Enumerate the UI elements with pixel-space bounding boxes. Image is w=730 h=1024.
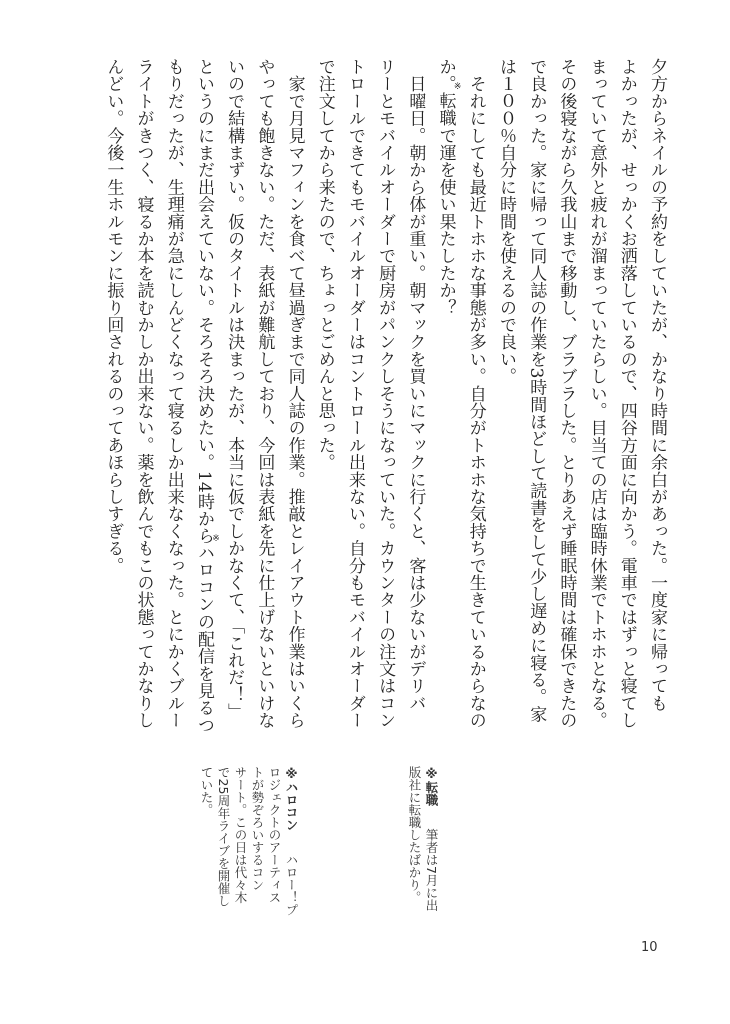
footnote-line: トが勢ぞろいするコン: [250, 766, 265, 891]
text-column: まっていて意外と疲れが溜まっていたらしい。目当ての店は臨時休業でトホホとなる。: [586, 58, 607, 729]
footnote-harokon: [198, 766, 300, 916]
text-column: んどい。今後一生ホルモンに振り回されるのってあほらしすぎる。: [103, 58, 124, 574]
text-segment: の配信を見るつ: [193, 613, 214, 734]
annotated-term-text: ハロコン: [193, 544, 214, 614]
text-column: [189, 58, 219, 748]
text-column: で注文してから来たので、ちょっとごめんと思った。: [314, 58, 335, 471]
text-column: もりだったが、生理痛が急にしんどくなって寝るしか出来なくなった。とにかくブルー: [163, 58, 184, 729]
footnote-line: 版社に転職したばかり。: [407, 766, 422, 904]
text-column: トロールできてもモバイルオーダーはコントロール出来ない。自分もモバイルオーダー: [344, 58, 365, 729]
page-number: 10: [641, 940, 658, 955]
text-column: ライトがきつく、寝るか本を読むかしか出来ない。薬を飲んでもこの状態ってかなりし: [133, 58, 154, 729]
annotated-term: [435, 82, 462, 127]
footnote-line: 筆者は7月に出: [424, 828, 439, 912]
text-segment: というのにまだ出会えていない。そろそろ決めたい。14時から: [193, 58, 214, 545]
footnote-tenshoku: [406, 766, 440, 911]
text-column: よかったが、せっかくお洒落しているので、四谷方面に向かう。電車ではずっと寝てし: [616, 58, 637, 729]
text-column: リーとモバイルオーダーで厨房がパンクしそうになっていた。カウンターの注文はコン: [375, 58, 396, 729]
text-column: [430, 58, 460, 748]
text-column: その後寝ながら久我山まで移動し、ブラブラした。とりあえず睡眠時間は確保できたの: [556, 58, 577, 729]
text-column: で良かった。家に帰って同人誌の作業を3時間ほどして読書をして少し遅めに寝る。家: [526, 58, 547, 723]
footnote-term: ※ハロコン: [284, 766, 299, 831]
body-text: [98, 58, 672, 748]
annotated-term-text: 転職: [435, 92, 456, 127]
footnote-line: ていた。: [199, 766, 214, 816]
text-column: いので結構まずい。仮のタイトルは決まったが、本当に仮でしかなくて、「これだ！」: [224, 58, 245, 721]
text-column: やっても飽きない。ただ、表紙が難航しており、今回は表紙を先に仕上げないといけな: [254, 58, 275, 729]
text-column: 夕方からネイルの予約をしていたが、かなり時間に余白があった。一度家に帰っても: [647, 58, 667, 712]
footnote-mark-icon: ※: [453, 82, 462, 93]
text-segment: か。: [435, 58, 456, 93]
footnote-term: ※転職: [424, 766, 439, 806]
text-column: 家で月見マフィンを食べて昼過ぎまで同人誌の作業。推敲とレイアウト作業はいくら: [284, 58, 305, 729]
text-column: は１００％自分に時間を使えるので良い。: [495, 58, 516, 385]
footnote-mark-icon: ※: [212, 534, 220, 545]
footnote-line: ハロー！プ: [284, 853, 299, 916]
footnote-line: サート。この日は代々木: [233, 766, 248, 904]
text-segment: で運を使い果たしたか？: [435, 126, 456, 317]
annotated-term: [193, 534, 220, 614]
footnote-line: ロジェクトのアーティス: [267, 766, 282, 904]
text-column: それにしても最近トホホな事態が多い。自分がトホホな気持ちで生きているからなの: [465, 58, 486, 729]
footnote-line: で25周年ライブを開催し: [216, 766, 231, 907]
text-column: 日曜日。朝から体が重い。朝マックを買いにマックに行くと、客は少ないがデリバ: [405, 58, 426, 712]
